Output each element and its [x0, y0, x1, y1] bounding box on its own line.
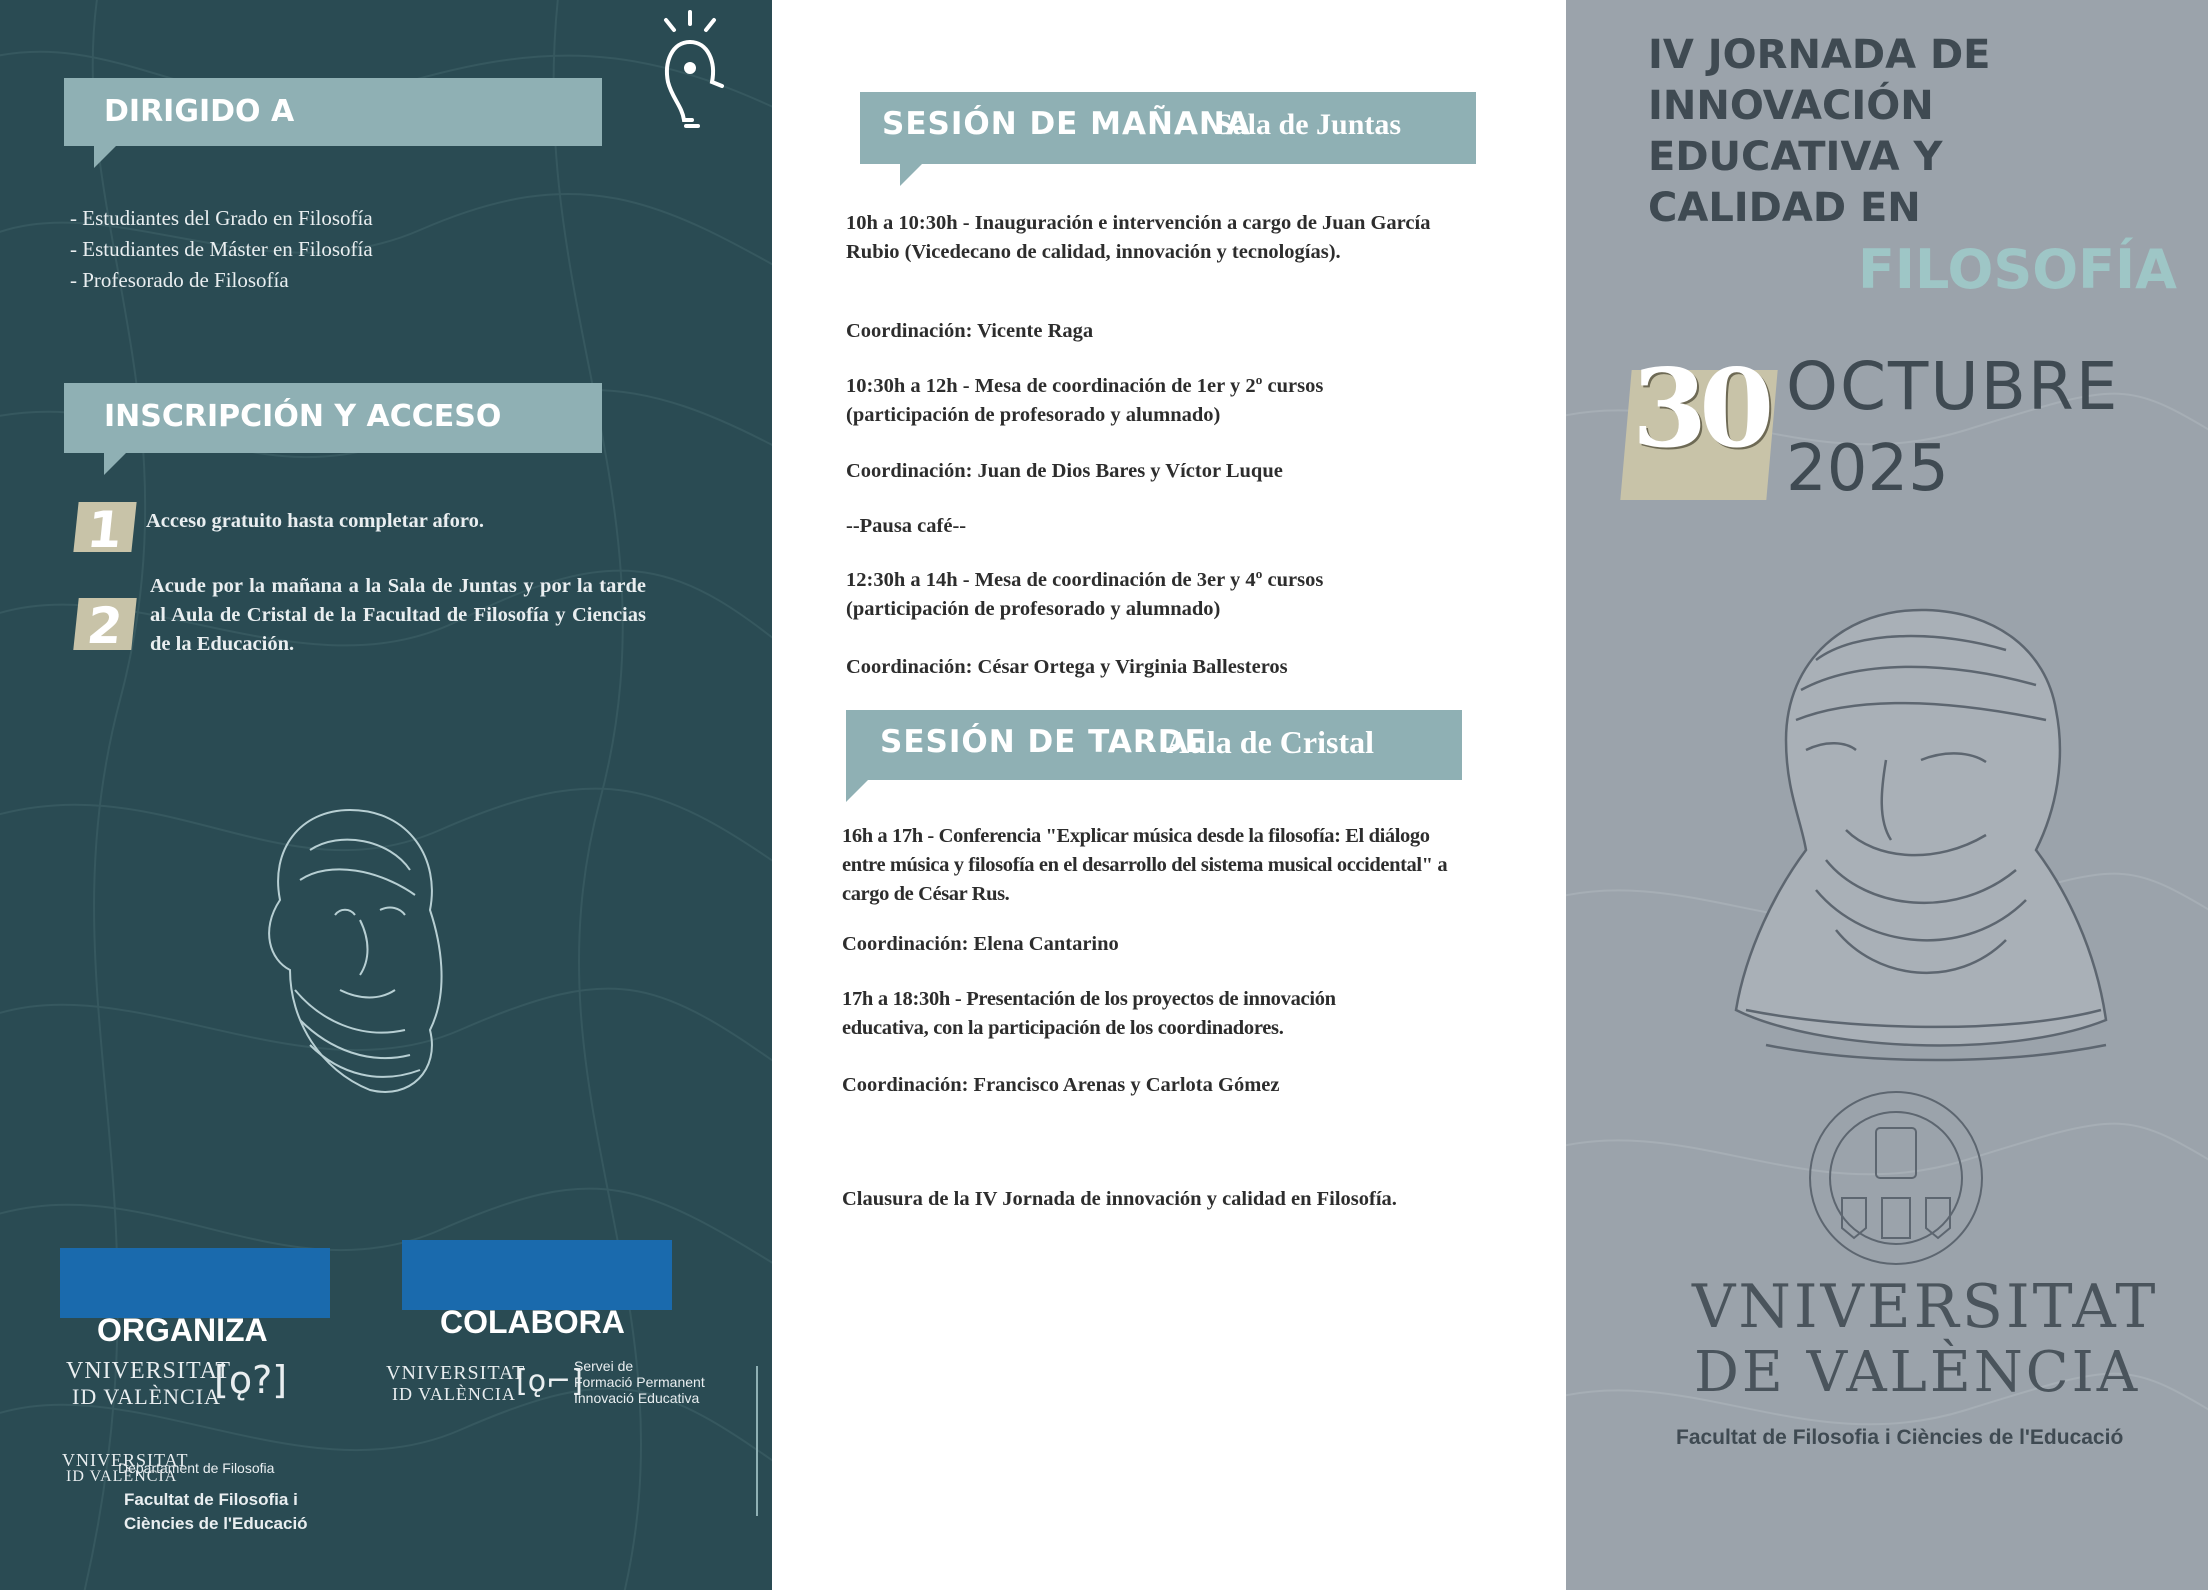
audience-item: - Profesorado de Filosofía	[70, 268, 289, 292]
dept-name: Departament de Filosofia	[118, 1460, 275, 1476]
audience-item: - Estudiantes del Grado en Filosofía	[70, 206, 373, 230]
middle-panel	[772, 0, 1566, 1590]
organiza-blue-bar	[60, 1248, 330, 1318]
sfpie-emblem-icon: [ǫ⌐]	[516, 1364, 583, 1399]
tag-tail	[94, 146, 116, 168]
organiza-logo-line2: ID VALÈNCIA	[72, 1384, 221, 1409]
organiza-logo-line1: VNIVERSITAT	[66, 1358, 232, 1384]
morning-heading: SESIÓN DE MAÑANA	[882, 106, 1251, 142]
dirigido-heading: DIRIGIDO A	[104, 94, 295, 129]
dept-fac-line1: Facultat de Filosofia i	[124, 1490, 298, 1509]
afternoon-session-tag	[846, 710, 1462, 780]
colabora-blue-bar	[402, 1240, 672, 1310]
philosopher-head-sketch	[240, 790, 470, 1110]
event-title-line: IV JORNADA DE	[1648, 32, 1991, 78]
morning-item-3: 12:30h a 14h - Mesa de coordinación de 3er y 4º cursos (participación de profesorado y alumnado)	[846, 569, 1324, 620]
colabora-logo-line1: VNIVERSITAT	[386, 1362, 526, 1384]
date-month: OCTUBRE	[1786, 348, 2120, 425]
afternoon-item-1: 16h a 17h - Conferencia "Explicar música desde la filosofía: El diálogo entre música y filosofía en el desarrollo del sistema musical occidental" a cargo de César Rus.	[842, 825, 1448, 905]
right-panel	[1566, 0, 2208, 1590]
facultat-name: Facultat de Filosofia i Ciències de l'Educació	[1676, 1426, 2124, 1449]
servei-line3: Innovació Educativa	[574, 1390, 700, 1406]
divider	[756, 1366, 758, 1516]
morning-item-1: 10h a 10:30h - Inauguración e intervención a cargo de Juan García Rubio (Vicedecano de calidad, innovación y tecnologías).	[846, 212, 1431, 263]
afternoon-coord-2: Coordinación: Francisco Arenas y Carlota Gómez	[842, 1074, 1280, 1096]
tag-tail	[846, 780, 868, 802]
afternoon-heading: SESIÓN DE TARDE	[880, 724, 1207, 760]
dirigido-heading-tag	[64, 78, 602, 146]
organiza-heading: ORGANIZA	[97, 1312, 268, 1348]
event-title-line: INNOVACIÓN	[1648, 83, 1934, 129]
inscripcion-heading: INSCRIPCIÓN Y ACCESO	[104, 399, 502, 434]
left-panel	[0, 0, 772, 1590]
morning-coord-3: Coordinación: César Ortega y Virginia Ballesteros	[846, 656, 1288, 678]
event-title-highlight: FILOSOFÍA	[1858, 238, 2177, 301]
servei-text	[574, 1358, 705, 1406]
servei-line1: Servei de	[574, 1358, 634, 1374]
afternoon-coord-1: Coordinación: Elena Cantarino	[842, 933, 1119, 955]
step-number-2: 2	[73, 598, 136, 650]
inscripcion-heading-tag	[64, 383, 602, 453]
event-title	[1648, 30, 1991, 234]
colabora-logo-line2: ID VALÈNCIA	[392, 1384, 516, 1404]
dept-logo-line2: ID VALÈNCIA	[66, 1468, 178, 1485]
philosopher-bust-illustration	[1706, 590, 2126, 1080]
event-title-line: EDUCATIVA Y	[1648, 134, 1943, 180]
morning-session-tag	[860, 92, 1476, 164]
university-name-line2: DE VALÈNCIA	[1694, 1340, 2141, 1405]
coffee-break: --Pausa café--	[846, 515, 967, 537]
colabora-heading: COLABORA	[440, 1304, 625, 1340]
tag-tail	[104, 453, 126, 475]
morning-coord-2: Coordinación: Juan de Dios Bares y Víctor Luque	[846, 460, 1283, 482]
closing-text: Clausura de la IV Jornada de innovación y calidad en Filosofía.	[842, 1188, 1397, 1210]
dept-logo-line1: VNIVERSITAT	[62, 1450, 189, 1470]
audience-list	[70, 203, 373, 296]
tag-tail	[900, 164, 922, 186]
event-title-line: CALIDAD EN	[1648, 185, 1921, 231]
afternoon-item-2: 17h a 18:30h - Presentación de los proyectos de innovación educativa, con la participación de los coordinadores.	[842, 988, 1336, 1039]
morning-venue: Sala de Juntas	[1216, 108, 1402, 141]
servei-line2: Formació Permanent	[574, 1374, 705, 1390]
university-seal-icon	[1806, 1088, 1986, 1268]
morning-coord-1: Coordinación: Vicente Raga	[846, 320, 1094, 342]
step-2-text: Acude por la mañana a la Sala de Juntas y por la tarde al Aula de Cristal de la Facultad de Filosofía y Ciencias de la Educación.	[150, 575, 646, 655]
date-day: 30	[1632, 346, 1767, 472]
date-year: 2025	[1786, 432, 1949, 506]
afternoon-venue: Aula de Cristal	[1166, 724, 1374, 760]
audience-item: - Estudiantes de Máster en Filosofía	[70, 237, 373, 261]
lightbulb-head-icon	[650, 10, 730, 140]
uv-emblem-icon: [ǫ?]	[214, 1358, 288, 1402]
step-1-text: Acceso gratuito hasta completar aforo.	[146, 510, 484, 532]
dept-fac-line2: Ciències de l'Educació	[124, 1514, 308, 1533]
morning-item-2: 10:30h a 12h - Mesa de coordinación de 1er y 2º cursos (participación de profesorado y alumnado)	[846, 375, 1324, 426]
step-number-1: 1	[73, 502, 136, 552]
university-name-line1: VNIVERSITAT	[1692, 1272, 2159, 1342]
